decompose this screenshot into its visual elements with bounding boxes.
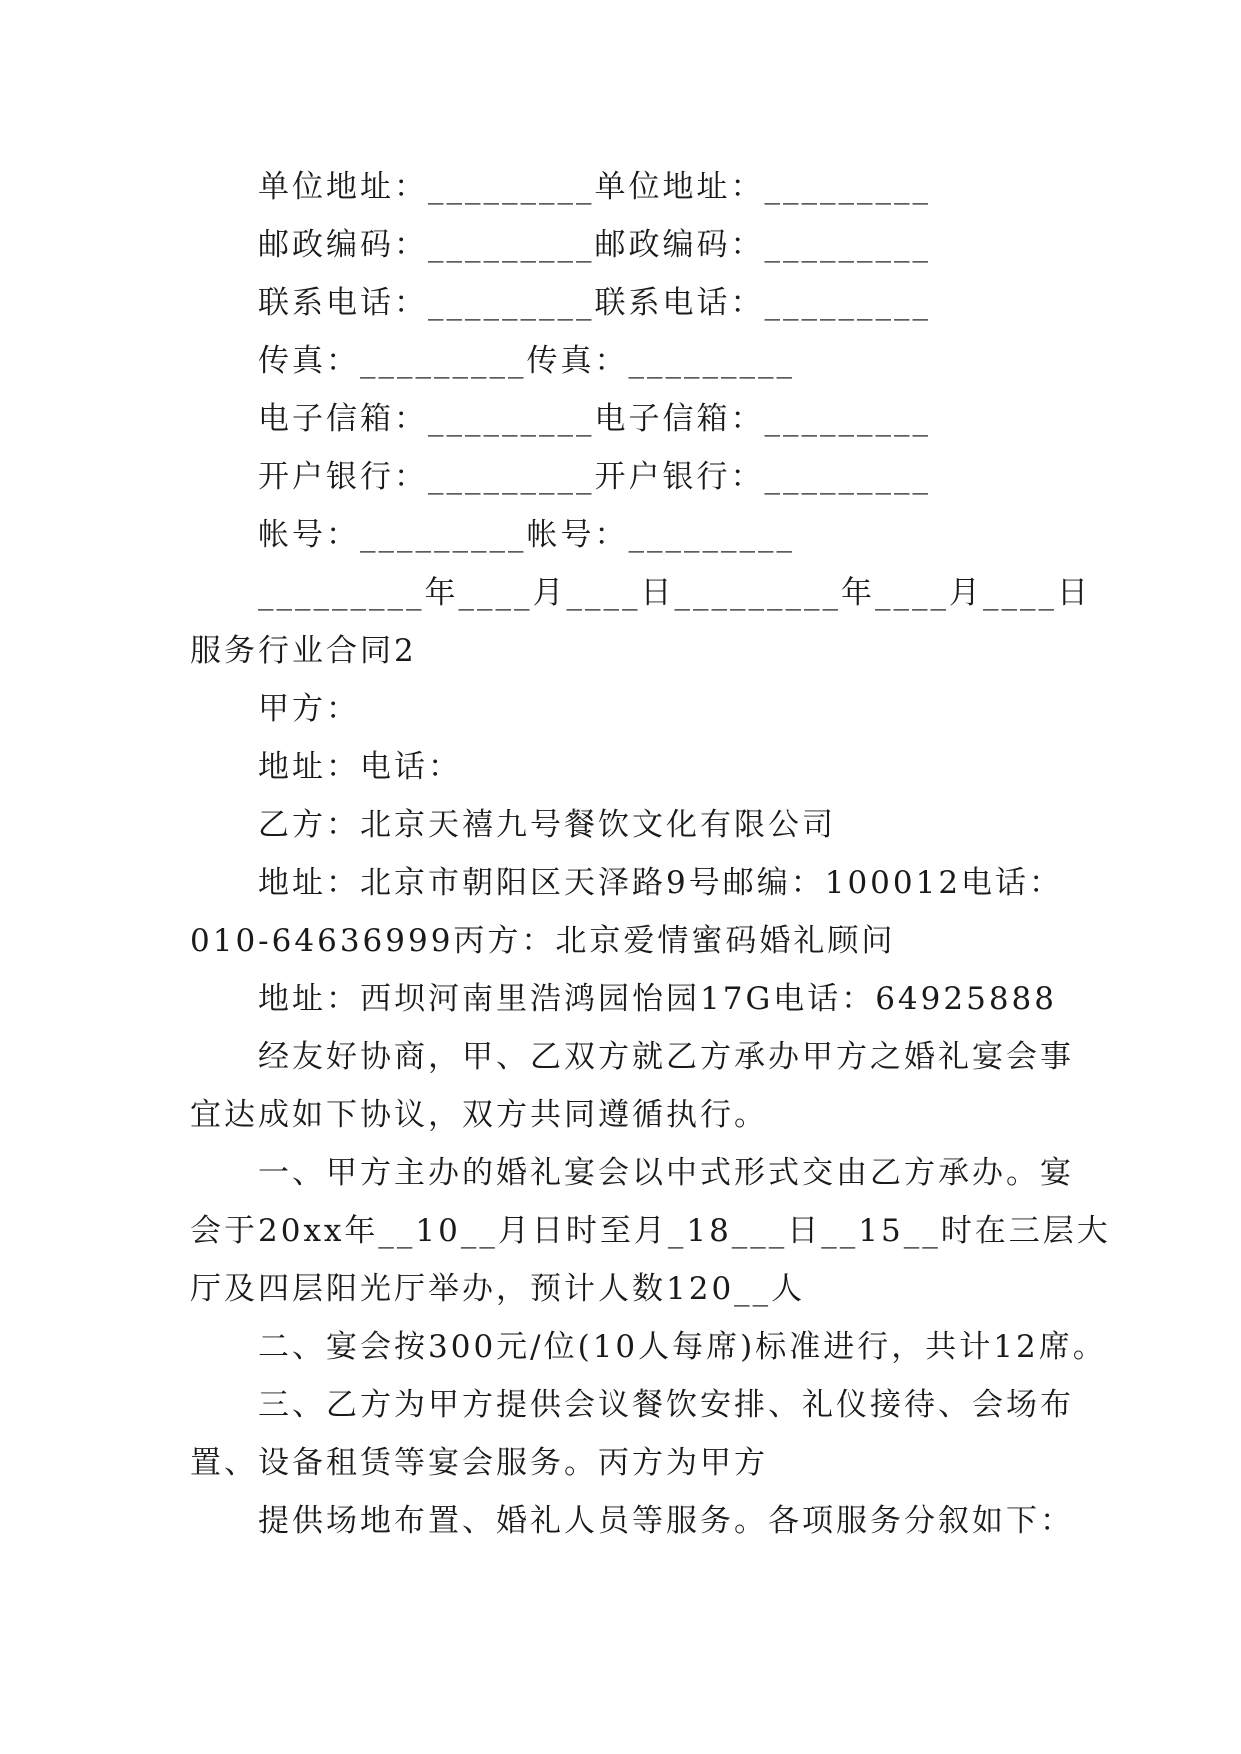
text-line-party-c: 010-64636999丙方：北京爱情蜜码婚礼顾问 <box>190 923 896 959</box>
text-line-party-a: 甲方： <box>258 691 360 727</box>
text-line-phone: 联系电话：_________联系电话：_________ <box>258 285 931 321</box>
text-line-clause-1c: 厅及四层阳光厅举办，预计人数120__人 <box>190 1271 806 1307</box>
text-line-intro-2: 宜达成如下协议，双方共同遵循执行。 <box>190 1097 768 1133</box>
text-line-party-b: 乙方：北京天禧九号餐饮文化有限公司 <box>258 807 836 843</box>
text-line-party-a-address: 地址：电话： <box>258 749 462 785</box>
text-line-account: 帐号：_________帐号：_________ <box>258 517 795 553</box>
text-line-party-b-address: 地址：北京市朝阳区天泽路9号邮编：100012电话： <box>258 865 1064 901</box>
text-line-clause-2: 二、宴会按300元/位(10人每席)标准进行，共计12席。 <box>258 1329 1107 1365</box>
text-line-intro-1: 经友好协商，甲、乙双方就乙方承办甲方之婚礼宴会事 <box>258 1039 1074 1075</box>
text-line-clause-3b: 置、设备租赁等宴会服务。丙方为甲方 <box>190 1445 768 1481</box>
text-line-postal-code: 邮政编码：_________邮政编码：_________ <box>258 227 931 263</box>
text-line-bank: 开户银行：_________开户银行：_________ <box>258 459 931 495</box>
text-line-dates: _________年____月____日_________年____月____日 <box>258 575 1091 611</box>
text-line-clause-3a: 三、乙方为甲方提供会议餐饮安排、礼仪接待、会场布 <box>258 1387 1074 1423</box>
text-line-unit-address: 单位地址：_________单位地址：_________ <box>258 169 931 205</box>
text-line-fax: 传真：_________传真：_________ <box>258 343 795 379</box>
text-line-email: 电子信箱：_________电子信箱：_________ <box>258 401 931 437</box>
text-line-clause-1a: 一、甲方主办的婚礼宴会以中式形式交由乙方承办。宴 <box>258 1155 1074 1191</box>
text-line-party-c-address: 地址：西坝河南里浩鸿园怡园17G电话：64925888 <box>258 981 1057 1017</box>
text-line-clause-1b: 会于20xx年__10__月日时至月_18___日__15__时在三层大 <box>190 1213 1111 1249</box>
section-title: 服务行业合同2 <box>190 633 417 669</box>
text-line-clause-3c: 提供场地布置、婚礼人员等服务。各项服务分叙如下： <box>258 1503 1074 1539</box>
